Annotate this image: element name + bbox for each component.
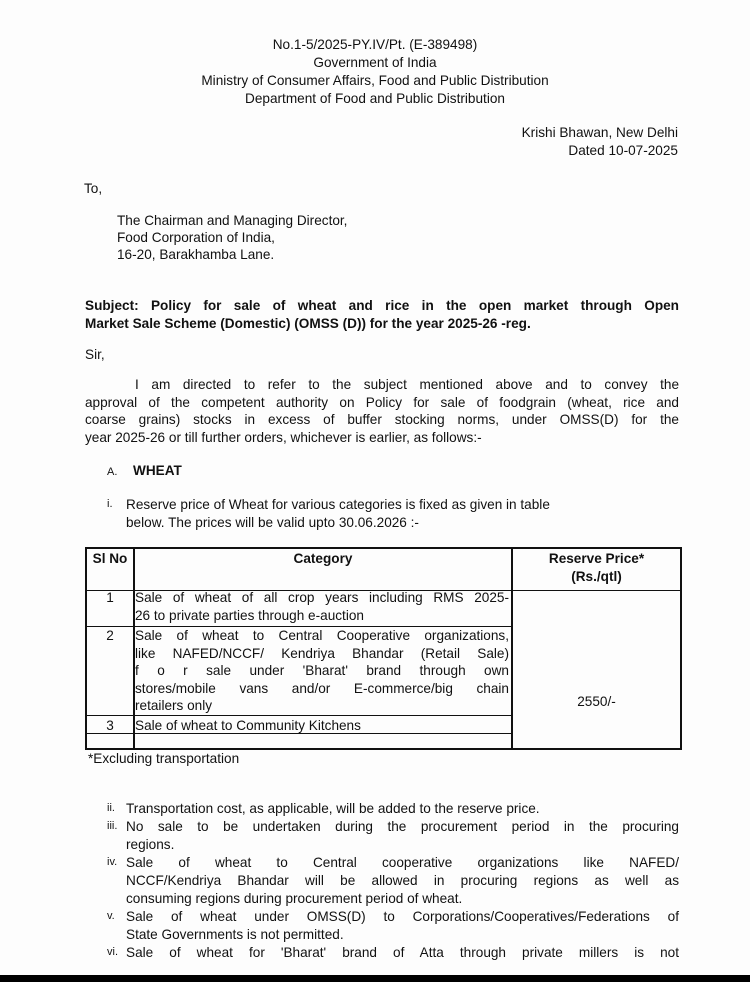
government-name: Government of India [313, 55, 437, 70]
table-header-price-unit: (Rs./qtl) [571, 569, 622, 584]
addressee-line: 16-20, Barakhamba Lane. [117, 247, 275, 262]
list-item-number: iii. [107, 820, 118, 832]
list-item: ii. Transportation cost, as applicable, will be added to the reserve price. [107, 801, 540, 816]
ministry-name: Ministry of Consumer Affairs, Food and Public Distribution [201, 73, 549, 88]
list-item-number: ii. [107, 802, 115, 814]
addressee-line: The Chairman and Managing Director, [117, 213, 348, 228]
list-item-line: below. The prices will be valid upto 30.06.2026 :- [126, 515, 419, 530]
list-item-number: v. [107, 910, 115, 922]
list-item: v. Sale of wheat under OMSS(D) to Corporations/Cooperatives/Federations of State Governments is not permitted. [107, 909, 679, 942]
table-header-category: Category [293, 551, 353, 566]
section-heading [107, 462, 182, 482]
list-item-number: iv. [107, 856, 118, 868]
to-label: To, [84, 181, 103, 196]
table-row-divider [87, 715, 511, 716]
table-header-price: Reserve Price* [548, 551, 645, 566]
subject-line: Market Sale Scheme (Domestic) (OMSS (D)) for the year 2025-26 -reg. [85, 315, 531, 331]
list-item: iv. Sale of wheat to Central cooperative organizations like NAFED/ NCCF/Kendriya Bhandar will be allowed in procuring regions as well as consuming regions during procurement period of wheat. [107, 855, 679, 906]
table-cell-price: 2550/- [577, 694, 616, 709]
paragraph-line: I am directed to refer to the subject mentioned above and to convey the [135, 377, 679, 392]
salutation: Sir, [85, 347, 105, 362]
paragraph-line: year 2025-26 or till further orders, whichever is earlier, as follows:- [85, 429, 482, 445]
table-cell-sl: 1 [106, 590, 114, 605]
table-header-sl: Sl No [92, 551, 128, 566]
table-cell-sl: 2 [106, 628, 114, 643]
addressee-line: Food Corporation of India, [117, 230, 275, 245]
file-number: No.1-5/2025-PY.IV/Pt. (E-389498) [272, 37, 478, 52]
list-item-line: Reserve price of Wheat for various categories is fixed as given in table [126, 497, 550, 512]
table-cell-sl: 3 [106, 718, 114, 733]
list-item [107, 496, 656, 532]
conditions-list [107, 800, 679, 962]
letter-date: Dated 10-07-2025 [568, 142, 678, 158]
table-cell-category: Sale of wheat of all crop years including RMS 2025- 26 to private parties through e-auction [135, 590, 509, 623]
body-paragraph [85, 376, 679, 446]
subject-line: Subject: Policy for sale of wheat and rice in the open market through Open [85, 298, 679, 313]
table-cell-category: Sale of wheat to Community Kitchens [135, 718, 361, 733]
place-date-block [522, 124, 678, 159]
place: Krishi Bhawan, New Delhi [521, 125, 678, 140]
list-item-number: i. [107, 498, 113, 510]
subject-block [85, 297, 679, 332]
paragraph-line: coarse grains) stocks in excess of buffer stocking norms, under OMSS(D) for the [85, 412, 679, 427]
section-title: WHEAT [133, 463, 182, 478]
list-item-number: vi. [107, 946, 118, 958]
list-item: iii. No sale to be undertaken during the procurement period in the procuring regions. [107, 819, 679, 852]
section-number: A. [107, 466, 118, 478]
reserve-price-table [85, 547, 682, 750]
paragraph-line: approval of the competent authority on Policy for sale of foodgrain (wheat, rice and [85, 394, 679, 410]
table-footnote: *Excluding transportation [88, 751, 240, 766]
letter-header [0, 36, 750, 108]
screen-bottom-bar [0, 975, 750, 982]
list-item: vi. Sale of wheat for 'Bharat' brand of Atta through private millers is not [107, 945, 679, 960]
department-name: Department of Food and Public Distribution [245, 91, 505, 106]
table-cell-category: Sale of wheat to Central Cooperative organizations, like NAFED/NCCF/ Kendriya Bhandar (Retail Sale) f o r sale under 'Bharat' brand through own stores/mobile vans and/or E-commerce/big chain retailers only [135, 628, 509, 713]
addressee-block [117, 212, 347, 263]
